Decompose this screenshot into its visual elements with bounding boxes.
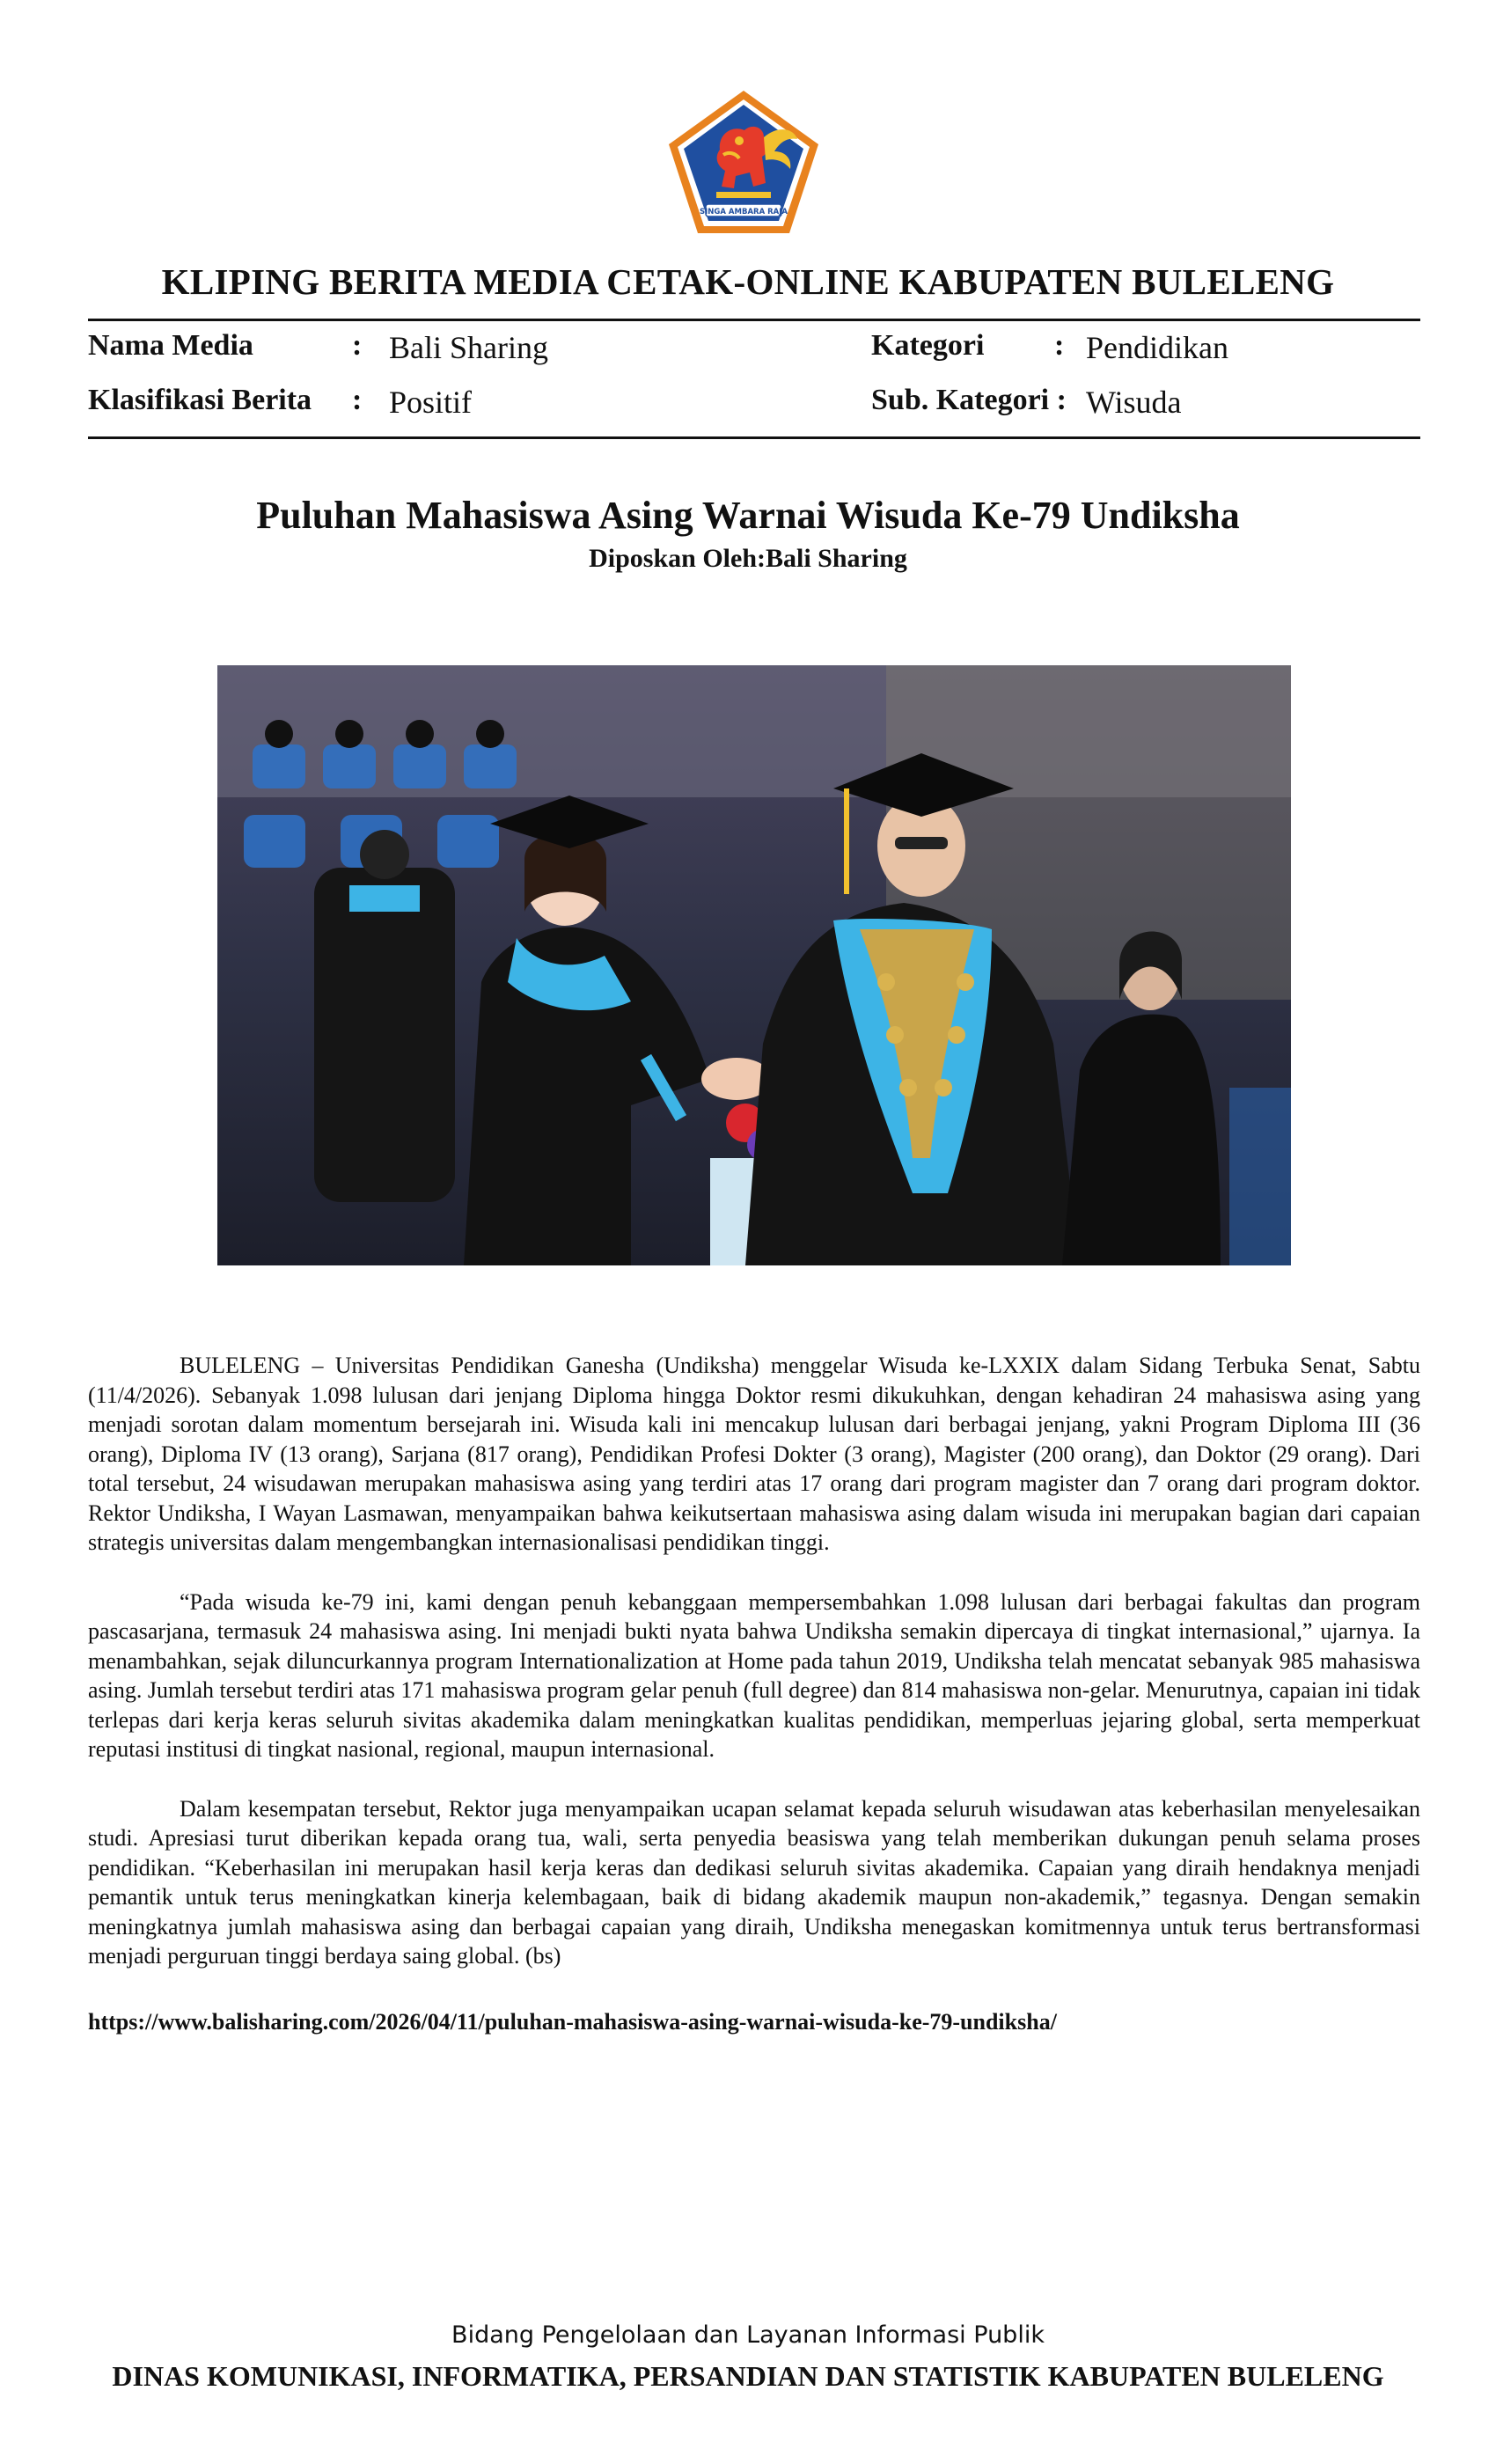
logo-motto: SINGA AMBARA RAJA bbox=[700, 208, 788, 216]
classification-value: Positif bbox=[389, 385, 473, 420]
category-value: Pendidikan bbox=[1086, 330, 1228, 365]
article-title: Puluhan Mahasiswa Asing Warnai Wisuda Ke-79 Undiksha bbox=[256, 494, 1240, 537]
article-byline: Diposkan Oleh:Bali Sharing bbox=[589, 544, 907, 573]
graduation-photo bbox=[217, 665, 1291, 1265]
subcategory-value: Wisuda bbox=[1086, 385, 1182, 420]
classification-label: Klasifikasi Berita bbox=[88, 384, 312, 416]
footer-unit: Bidang Pengelolaan dan Layanan Informasi Publik bbox=[451, 2321, 1045, 2349]
article-paragraph-1: BULELENG – Universitas Pendidikan Ganesha (Undiksha) menggelar Wisuda ke-LXXIX dalam Sidang Terbuka Senat, Sabtu (11/4/2026). Sebanyak 1.098 lulusan dari jenjang Diploma hingga Doktor resmi dikukuhkan, dengan kehadiran 24 mahasiswa asing yang menjadi sorotan dalam momentum bersejarah ini. Wisuda kali ini mencakup lulusan dari berbagai jenjang, yakni Program Diploma III (36 orang), Diploma IV (13 orang), Sarjana (817 orang), Pendidikan Profesi Dokter (3 orang), Magister (200 orang), dan Doktor (29 orang). Dari total tersebut, 24 wisudawan merupakan mahasiswa asing yang terdiri atas 17 orang dari program magister dan 7 orang dari program doktor. Rektor Undiksha, I Wayan Lasmawan, menyampaikan bahwa keikutsertaan mahasiswa asing dalam wisuda ini merupakan bagian dari capaian strategis universitas dalam mengembangkan internasionalisasi pendidikan tinggi. bbox=[88, 1353, 1420, 1555]
article-paragraph-3: Dalam kesempatan tersebut, Rektor juga menyampaikan ucapan selamat kepada seluruh wisudawan atas keberhasilan menyelesaikan studi. Apresiasi turut diberikan kepada orang tua, wali, serta penyedia beasiswa yang telah memberikan dukungan penuh selama proses pendidikan. “Keberhasilan ini merupakan hasil kerja keras dan dedikasi seluruh sivitas akademika. Capaian yang diraih hendaknya menjadi pemantik untuk terus meningkatkan kinerja kelembagaan, baik di bidang akademik maupun non-akademik,” tegasnya. Dengan semakin meningkatnya jumlah mahasiswa asing dan berbagai capaian yang diraih, Undiksha menegaskan komitmennya untuk terus bertransformasi menjadi perguruan tinggi berdaya saing global. (bs) bbox=[88, 1795, 1420, 1969]
article-paragraph-2: “Pada wisuda ke-79 ini, kami dengan penuh kebanggaan mempersembahkan 1.098 lulusan dari berbagai fakultas dan program pascasarjana, termasuk 24 mahasiswa asing. Ini menjadi bukti nyata bahwa Undiksha semakin dipercaya di tingkat internasional,” ujarnya. Ia menambahkan, sejak diluncurkannya program Internationalization at Home pada tahun 2019, Undiksha telah mencatat sebanyak 985 mahasiswa asing. Jumlah tersebut terdiri atas 171 mahasiswa program gelar penuh (full degree) dan 814 mahasiswa non-gelar. Menurutnya, capaian ini tidak terlepas dari kerja keras seluruh sivitas akademika dalam meningkatkan kualitas pendidikan, memperluas jejaring global, serta memperkuat reputasi institusi di tingkat nasional, regional, maupun internasional. bbox=[88, 1588, 1420, 1762]
footer-department: DINAS KOMUNIKASI, INFORMATIKA, PERSANDIAN DAN STATISTIK KABUPATEN BULELENG bbox=[112, 2360, 1384, 2392]
header-divider-bottom bbox=[88, 436, 1420, 439]
media-label: Nama Media bbox=[88, 329, 253, 362]
regency-logo bbox=[665, 88, 822, 236]
singa-ambara-raja-emblem-icon bbox=[665, 88, 822, 236]
classification-colon: : bbox=[352, 384, 363, 416]
media-value: Bali Sharing bbox=[389, 330, 548, 365]
source-url-link[interactable]: https://www.balisharing.com/2026/04/11/puluhan-mahasiswa-asing-warnai-wisuda-ke-79-undiksha/ bbox=[88, 2009, 1057, 2035]
article-body bbox=[88, 1351, 1420, 2001]
header-divider-top bbox=[88, 319, 1420, 321]
media-colon: : bbox=[352, 329, 363, 362]
category-colon: : bbox=[1054, 329, 1065, 362]
document-header-title: KLIPING BERITA MEDIA CETAK-ONLINE KABUPATEN BULELENG bbox=[161, 261, 1335, 302]
subcategory-label: Sub. Kategori : bbox=[871, 384, 1067, 416]
category-label: Kategori bbox=[871, 329, 985, 362]
